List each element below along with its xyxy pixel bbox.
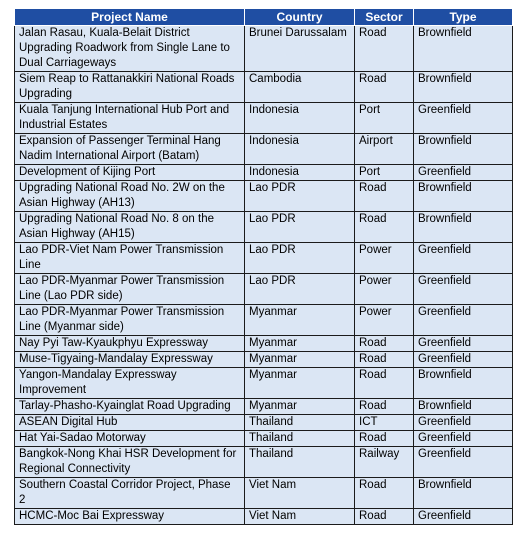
project-name-cell: Jalan Rasau, Kuala-Belait District Upgrading Roadwork from Single Lane to Dual Carriageways [15, 26, 245, 72]
type-cell: Greenfield [414, 165, 513, 181]
header-project-name: Project Name [15, 9, 245, 26]
table-row [15, 305, 513, 336]
type-cell: Brownfield [414, 399, 513, 415]
type-cell: Brownfield [414, 72, 513, 103]
country-cell: Viet Nam [245, 478, 355, 509]
sector-cell: Road [355, 352, 414, 368]
type-cell: Greenfield [414, 415, 513, 431]
country-cell: Cambodia [245, 72, 355, 103]
table-row [15, 72, 513, 103]
sector-cell: Airport [355, 134, 414, 165]
type-cell: Greenfield [414, 305, 513, 336]
sector-cell: Road [355, 509, 414, 525]
sector-cell: Road [355, 431, 414, 447]
project-name-cell: Kuala Tanjung International Hub Port and Industrial Estates [15, 103, 245, 134]
country-cell: Viet Nam [245, 509, 355, 525]
country-cell: Lao PDR [245, 181, 355, 212]
sector-cell: Power [355, 243, 414, 274]
type-cell: Greenfield [414, 431, 513, 447]
table-row [15, 478, 513, 509]
project-name-cell: Lao PDR-Myanmar Power Transmission Line (Myanmar side) [15, 305, 245, 336]
project-name-cell: Lao PDR-Myanmar Power Transmission Line (Lao PDR side) [15, 274, 245, 305]
project-name-cell: Bangkok-Nong Khai HSR Development for Regional Connectivity [15, 447, 245, 478]
project-name-cell: Hat Yai-Sadao Motorway [15, 431, 245, 447]
country-cell: Lao PDR [245, 212, 355, 243]
table-row [15, 26, 513, 72]
project-name-cell: Siem Reap to Rattanakkiri National Roads Upgrading [15, 72, 245, 103]
country-cell: Myanmar [245, 399, 355, 415]
project-name-cell: ASEAN Digital Hub [15, 415, 245, 431]
type-cell: Greenfield [414, 103, 513, 134]
table-container [14, 8, 513, 525]
sector-cell: Road [355, 26, 414, 72]
project-name-cell: Tarlay-Phasho-Kyainglat Road Upgrading [15, 399, 245, 415]
project-name-cell: Lao PDR-Viet Nam Power Transmission Line [15, 243, 245, 274]
header-type: Type [414, 9, 513, 26]
sector-cell: Road [355, 478, 414, 509]
type-cell: Brownfield [414, 181, 513, 212]
country-cell: Indonesia [245, 165, 355, 181]
type-cell: Brownfield [414, 478, 513, 509]
sector-cell: Road [355, 368, 414, 399]
table-row [15, 243, 513, 274]
country-cell: Lao PDR [245, 274, 355, 305]
project-name-cell: Expansion of Passenger Terminal Hang Nadim International Airport (Batam) [15, 134, 245, 165]
country-cell: Thailand [245, 431, 355, 447]
header-sector: Sector [355, 9, 414, 26]
project-name-cell: Southern Coastal Corridor Project, Phase 2 [15, 478, 245, 509]
country-cell: Brunei Darussalam [245, 26, 355, 72]
table-row [15, 165, 513, 181]
table-row [15, 103, 513, 134]
table-row [15, 415, 513, 431]
header-country: Country [245, 9, 355, 26]
sector-cell: Road [355, 212, 414, 243]
country-cell: Myanmar [245, 336, 355, 352]
type-cell: Greenfield [414, 274, 513, 305]
sector-cell: Road [355, 336, 414, 352]
type-cell: Greenfield [414, 509, 513, 525]
type-cell: Brownfield [414, 26, 513, 72]
type-cell: Greenfield [414, 447, 513, 478]
projects-table [14, 8, 513, 525]
table-row [15, 181, 513, 212]
table-row [15, 274, 513, 305]
table-row [15, 399, 513, 415]
project-name-cell: Upgrading National Road No. 2W on the Asian Highway (AH13) [15, 181, 245, 212]
type-cell: Greenfield [414, 336, 513, 352]
type-cell: Greenfield [414, 243, 513, 274]
sector-cell: Road [355, 72, 414, 103]
table-row [15, 134, 513, 165]
table-body [15, 26, 513, 525]
sector-cell: ICT [355, 415, 414, 431]
table-row [15, 509, 513, 525]
table-row [15, 336, 513, 352]
country-cell: Indonesia [245, 103, 355, 134]
country-cell: Indonesia [245, 134, 355, 165]
project-name-cell: Muse-Tigyaing-Mandalay Expressway [15, 352, 245, 368]
country-cell: Myanmar [245, 368, 355, 399]
sector-cell: Port [355, 165, 414, 181]
country-cell: Lao PDR [245, 243, 355, 274]
table-row [15, 431, 513, 447]
table-row [15, 368, 513, 399]
country-cell: Myanmar [245, 305, 355, 336]
header-row [15, 9, 513, 26]
type-cell: Brownfield [414, 134, 513, 165]
table-row [15, 447, 513, 478]
table-row [15, 352, 513, 368]
sector-cell: Power [355, 305, 414, 336]
sector-cell: Power [355, 274, 414, 305]
project-name-cell: Yangon-Mandalay Expressway Improvement [15, 368, 245, 399]
project-name-cell: Upgrading National Road No. 8 on the Asian Highway (AH15) [15, 212, 245, 243]
sector-cell: Road [355, 399, 414, 415]
sector-cell: Road [355, 181, 414, 212]
type-cell: Brownfield [414, 368, 513, 399]
type-cell: Brownfield [414, 212, 513, 243]
project-name-cell: Development of Kijing Port [15, 165, 245, 181]
project-name-cell: Nay Pyi Taw-Kyaukphyu Expressway [15, 336, 245, 352]
table-row [15, 212, 513, 243]
type-cell: Greenfield [414, 352, 513, 368]
country-cell: Thailand [245, 447, 355, 478]
project-name-cell: HCMC-Moc Bai Expressway [15, 509, 245, 525]
sector-cell: Port [355, 103, 414, 134]
country-cell: Thailand [245, 415, 355, 431]
country-cell: Myanmar [245, 352, 355, 368]
sector-cell: Railway [355, 447, 414, 478]
